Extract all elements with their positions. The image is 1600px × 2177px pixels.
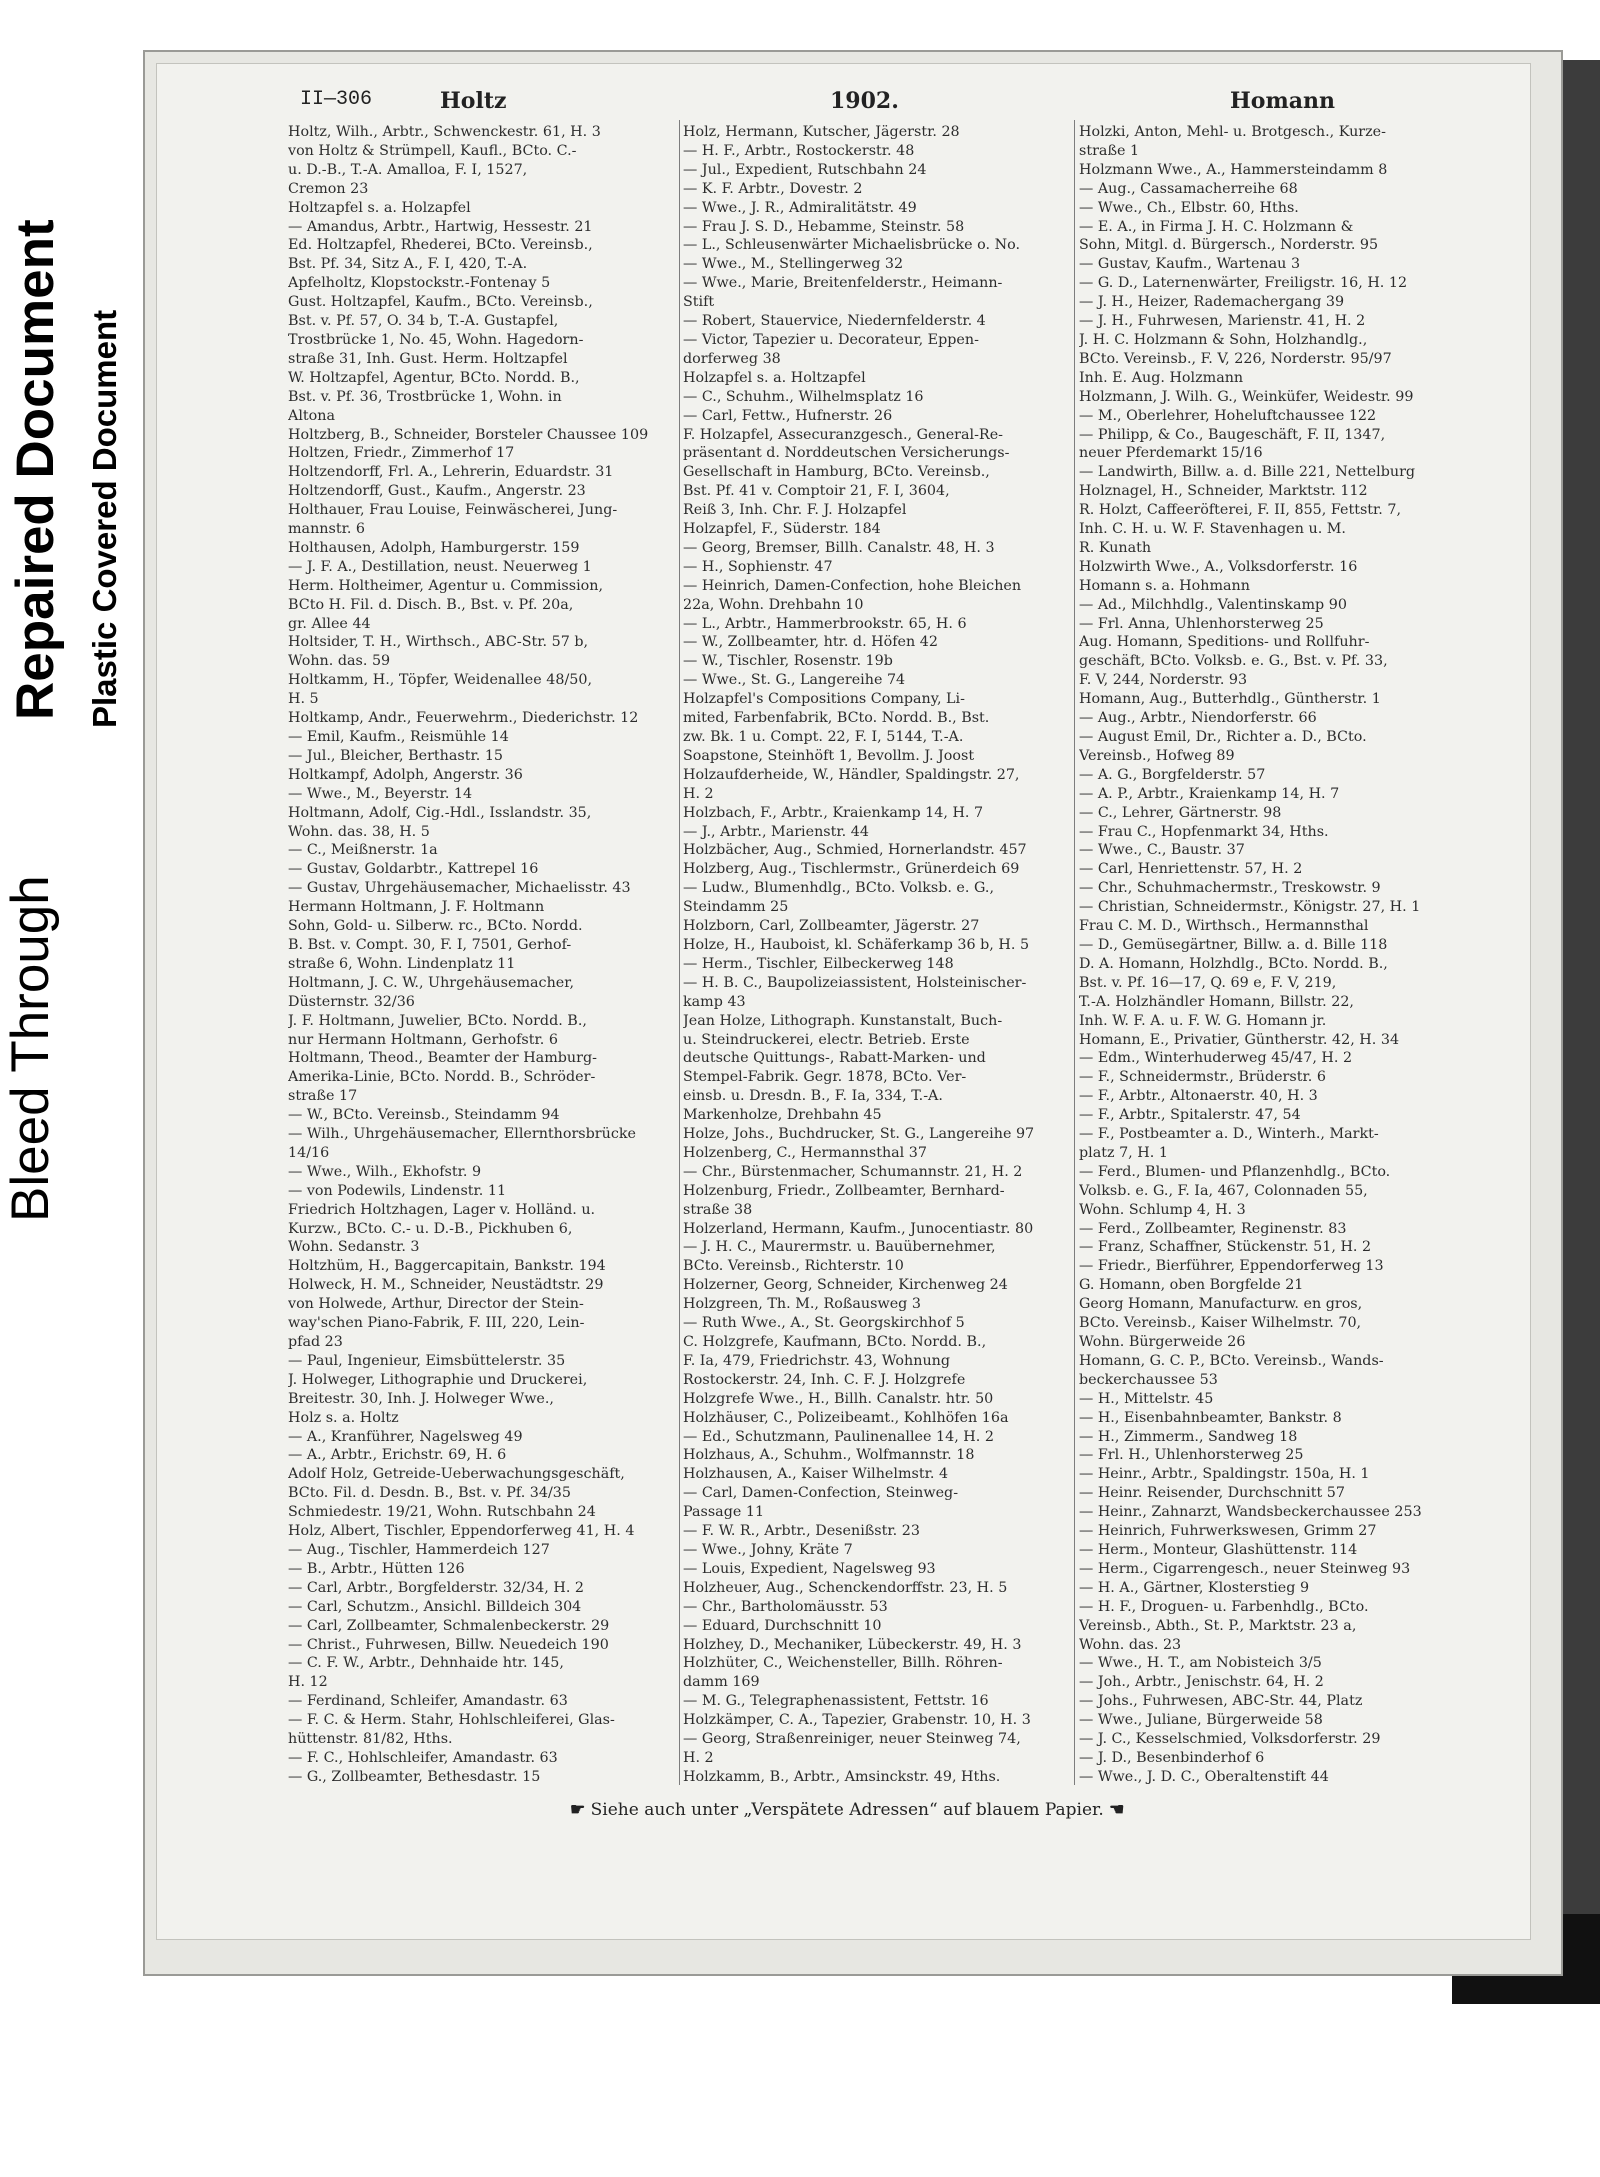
directory-entry: — Georg, Bremser, Billh. Canalstr. 48, H. 3 [683,539,995,556]
directory-entry: Reiß 3, Inh. Chr. F. J. Holzapfel [683,502,907,519]
directory-entry: 22a, Wohn. Drehbahn 10 [683,596,864,613]
directory-entry: — Carl, Zollbeamter, Schmalenbeckerstr. 29 [288,1617,610,1634]
directory-entry: straße 1 [1079,142,1140,159]
directory-entry: — Victor, Tapezier u. Decorateur, Eppen- [683,331,979,348]
directory-entry: von Holtz & Strümpell, Kaufl., BCto. C.- [288,142,577,159]
directory-entry: — Aug., Arbtr., Niendorferstr. 66 [1079,710,1317,727]
directory-entry: Holtzhüm, H., Baggercapitain, Bankstr. 194 [288,1258,606,1275]
directory-entry: — Heinr., Arbtr., Spaldingstr. 150a, H. 1 [1079,1466,1370,1483]
directory-entry: — A. G., Borgfelderstr. 57 [1079,766,1266,783]
directory-entry: Holthauer, Frau Louise, Feinwäscherei, Jung- [288,502,618,519]
directory-entry: — Herm., Cigarrengesch., neuer Steinweg 93 [1079,1560,1411,1577]
directory-entry: Holzki, Anton, Mehl- u. Brotgesch., Kurze- [1079,124,1386,140]
directory-entry: — E. A., in Firma J. H. C. Holzmann & [1079,218,1354,235]
directory-entry: — H., Zimmerm., Sandweg 18 [1079,1428,1298,1445]
pointing-hand-icon: ☛ [570,1800,586,1820]
directory-entry: Holzhäuser, C., Polizeibeamt., Kohlhöfen 16a [683,1409,1009,1426]
directory-entry: Holzerland, Hermann, Kaufm., Junocentiastr. 80 [683,1220,1034,1237]
directory-entry: R. Kunath [1079,539,1152,556]
directory-entry: Holzkämper, C. A., Tapezier, Grabenstr. 10, H. 3 [683,1712,1031,1729]
directory-entry: Holzberg, Aug., Tischlermstr., Grünerdeich 69 [683,861,1020,878]
directory-entry: — Landwirth, Billw. a. d. Bille 221, Nettelburg [1079,464,1416,481]
directory-entry: — Carl, Fettw., Hufnerstr. 26 [683,407,893,424]
directory-entry: Holtzendorff, Gust., Kaufm., Angerstr. 23 [288,483,586,500]
directory-entry: Holzgreen, Th. M., Roßausweg 3 [683,1296,921,1313]
directory-entry: — Heinrich, Fuhrwerkswesen, Grimm 27 [1079,1523,1377,1540]
directory-column-2 [683,123,1075,1785]
directory-entry: präsentant d. Norddeutschen Versicherungs- [683,445,1010,462]
directory-entry: Homann, Aug., Butterhdlg., Güntherstr. 1 [1079,691,1381,708]
page-number: II—306 [300,88,373,111]
directory-entry: Holzmann, J. Wilh. G., Weinküfer, Weidestr. 99 [1079,388,1414,405]
directory-entry: Holzapfel, F., Süderstr. 184 [683,521,881,538]
directory-entry: — J. F. A., Destillation, neust. Neuerweg 1 [288,558,592,575]
directory-entry: Holzhey, D., Mechaniker, Lübeckerstr. 49, H. 3 [683,1636,1022,1653]
directory-entry: — Wwe., Ch., Elbstr. 60, Hths. [1079,199,1299,216]
directory-entry: Inh. C. H. u. W. F. Stavenhagen u. M. [1079,521,1346,538]
directory-entry: geschäft, BCto. Volksb. e. G., Bst. v. Pf. 33, [1079,653,1388,670]
directory-entry: Holtmann, J. C. W., Uhrgehäusemacher, [288,974,575,991]
directory-entry: — L., Schleusenwärter Michaelisbrücke o. No. [683,237,1021,254]
directory-entry: Wohn. Bürgerweide 26 [1079,1334,1246,1350]
directory-entry: nur Hermann Holtmann, Gerhofstr. 6 [288,1031,558,1048]
directory-entry: — Chr., Schuhmachermstr., Treskowstr. 9 [1079,880,1381,897]
footer-note [570,1800,1124,1820]
directory-entry: — Wwe., Marie, Breitenfelderstr., Heimann- [683,275,1003,292]
directory-entry: — Aug., Cassamacherreihe 68 [1079,180,1298,197]
directory-entry: Holzapfel's Compositions Company, Li- [683,691,965,708]
directory-entry: — J. H., Fuhrwesen, Marienstr. 41, H. 2 [1079,313,1366,330]
directory-entry: Aug. Homann, Speditions- und Rollfuhr- [1079,634,1370,651]
directory-entry: Stempel-Fabrik. Gegr. 1878, BCto. Ver- [683,1069,967,1086]
directory-entry: pfad 23 [288,1334,343,1350]
directory-entry: Frau C. M. D., Wirthsch., Hermannsthal [1079,918,1369,935]
directory-entry: — Jul., Expedient, Rutschbahn 24 [683,161,927,178]
directory-entry: — Gustav, Uhrgehäusemacher, Michaelisstr. 43 [288,880,631,897]
page-header [300,88,1500,116]
directory-entry: straße 6, Wohn. Lindenplatz 11 [288,955,516,972]
header-left-keyword: Holtz [440,88,507,114]
directory-entry: zw. Bk. 1 u. Compt. 22, F. I, 5144, T.-A. [683,729,964,745]
directory-entry: BCto H. Fil. d. Disch. B., Bst. v. Pf. 20a, [288,596,574,613]
directory-entry: kamp 43 [683,993,746,1010]
directory-entry: Holze, H., Hauboist, kl. Schäferkamp 36 b, H. 5 [683,936,1030,953]
directory-entry: J. H. C. Holzmann & Sohn, Holzhandlg., [1079,331,1368,348]
directory-entry: Vereinsb., Abth., St. P., Marktstr. 23 a, [1079,1617,1357,1634]
directory-entry: H. 5 [288,691,319,708]
directory-entry: Holtkampf, Adolph, Angerstr. 36 [288,766,523,783]
directory-entry: Homann s. a. Hohmann [1079,577,1250,594]
directory-entry: — Ed., Schutzmann, Paulinenallee 14, H. 2 [683,1428,994,1445]
directory-entry: Rostockerstr. 24, Inh. C. F. J. Holzgrefe [683,1371,966,1388]
directory-entry: — Wwe., Wilh., Ekhofstr. 9 [288,1163,482,1180]
directory-entry: Holznagel, H., Schneider, Marktstr. 112 [1079,483,1368,500]
directory-entry: Holzenburg, Friedr., Zollbeamter, Bernhard- [683,1182,1005,1199]
directory-entry: — A., Kranführer, Nagelsweg 49 [288,1428,523,1445]
directory-entry: Apfelholtz, Klopstockstr.-Fontenay 5 [288,275,551,292]
directory-entry: — Wwe., M., Beyerstr. 14 [288,785,473,802]
side-labels [0,0,140,1240]
directory-entry: Breitestr. 30, Inh. J. Holweger Wwe., [288,1390,554,1407]
directory-entry: — Ruth Wwe., A., St. Georgskirchhof 5 [683,1315,965,1332]
directory-entry: — A. P., Arbtr., Kraienkamp 14, H. 7 [1079,785,1340,802]
directory-entry: Homann, E., Privatier, Güntherstr. 42, H. 34 [1079,1031,1400,1048]
directory-entry: — Louis, Expedient, Nagelsweg 93 [683,1560,936,1577]
directory-entry: — Wwe., Juliane, Bürgerweide 58 [1079,1712,1323,1729]
directory-entry: — J. D., Besenbinderhof 6 [1079,1749,1265,1766]
repaired-document-label: Repaired Document [6,219,65,720]
directory-entry: — Wwe., H. T., am Nobisteich 3/5 [1079,1655,1322,1672]
directory-entry: Kurzw., BCto. C.- u. D.-B., Pickhuben 6, [288,1220,573,1237]
directory-entry: — Ad., Milchhdlg., Valentinskamp 90 [1079,596,1347,613]
directory-entry: — G., Zollbeamter, Bethesdastr. 15 [288,1768,541,1785]
directory-entry: J. F. Holtmann, Juwelier, BCto. Nordd. B., [288,1012,587,1029]
directory-entry: Holthausen, Adolph, Hamburgerstr. 159 [288,539,580,556]
directory-entry: Amerika-Linie, BCto. Nordd. B., Schröder- [288,1069,596,1086]
directory-entry: — Carl, Damen-Confection, Steinweg- [683,1485,959,1502]
directory-entry: Holzhausen, A., Kaiser Wilhelmstr. 4 [683,1466,949,1483]
directory-entry: gr. Allee 44 [288,615,371,632]
directory-entry: — B., Arbtr., Hütten 126 [288,1560,465,1577]
directory-entry: F. Holzapfel, Assecuranzgesch., General-Re- [683,426,1003,443]
directory-entry: — Heinr. Reisender, Durchschnitt 57 [1079,1485,1345,1502]
directory-entry: — Paul, Ingenieur, Eimsbüttelerstr. 35 [288,1352,566,1369]
directory-entry: — August Emil, Dr., Richter a. D., BCto. [1079,729,1367,745]
directory-entry: Altona [288,407,335,424]
directory-entry: Holze, Johs., Buchdrucker, St. G., Langereihe 97 [683,1126,1035,1143]
directory-entry: u. Steindruckerei, electr. Betrieb. Erste [683,1031,970,1048]
directory-entry: Gust. Holtzapfel, Kaufm., BCto. Vereinsb., [288,294,593,311]
directory-entry: Cremon 23 [288,180,369,197]
directory-entry: — F., Arbtr., Spitalerstr. 47, 54 [1079,1107,1301,1124]
directory-entry: Holzenberg, C., Hermannsthal 37 [683,1144,927,1161]
directory-entry: — Friedr., Bierführer, Eppendorferweg 13 [1079,1258,1384,1275]
directory-entry: Holtzen, Friedr., Zimmerhof 17 [288,445,515,462]
directory-entry: — Philipp, & Co., Baugeschäft, F. II, 1347, [1079,426,1386,443]
directory-entry: einsb. u. Dresdn. B., F. Ia, 334, T.-A. [683,1088,943,1105]
directory-entry: H. 12 [288,1674,328,1691]
directory-entry: — Wwe., J. R., Admiralitätstr. 49 [683,199,917,216]
directory-entry: mited, Farbenfabrik, BCto. Nordd. B., Bst. [683,710,990,727]
directory-entry: — Carl, Arbtr., Borgfelderstr. 32/34, H. 2 [288,1579,585,1596]
directory-entry: BCto. Vereinsb., F. V, 226, Norderstr. 95/97 [1079,350,1392,367]
header-year: 1902. [830,88,899,114]
directory-entry: BCto. Vereinsb., Kaiser Wilhelmstr. 70, [1079,1315,1362,1332]
directory-entry: — Ferdinand, Schleifer, Amandastr. 63 [288,1693,568,1710]
directory-entry: B. Bst. v. Compt. 30, F. I, 7501, Gerhof- [288,936,572,953]
directory-entry: — Heinrich, Damen-Confection, hohe Bleichen [683,577,1022,594]
directory-entry: neuer Pferdemarkt 15/16 [1079,445,1263,462]
directory-column-3 [1079,123,1471,1785]
directory-entry: Holtsider, T. H., Wirthsch., ABC-Str. 57 b, [288,634,589,651]
directory-entry: — F. C., Hohlschleifer, Amandastr. 63 [288,1749,558,1766]
directory-column-1 [288,123,680,1785]
directory-entry: — Wwe., St. G., Langereihe 74 [683,672,906,689]
directory-entry: Vereinsb., Hofweg 89 [1079,747,1235,764]
directory-entry: — M. G., Telegraphenassistent, Fettstr. 16 [683,1693,989,1710]
directory-entry: — C., Meißnerstr. 1a [288,842,438,859]
directory-entry: W. Holtzapfel, Agentur, BCto. Nordd. B., [288,369,580,386]
directory-entry: — Herm., Tischler, Eilbeckerweg 148 [683,955,954,972]
directory-entry: Holtzendorff, Frl. A., Lehrerin, Eduardstr. 31 [288,464,614,481]
directory-entry: Inh. W. F. A. u. F. W. G. Homann jr. [1079,1012,1327,1029]
directory-entry: — C., Lehrer, Gärtnerstr. 98 [1079,804,1282,821]
directory-entry: — Frau C., Hopfenmarkt 34, Hths. [1079,823,1329,840]
directory-entry: Holzborn, Carl, Zollbeamter, Jägerstr. 27 [683,918,980,935]
directory-entry: Passage 11 [683,1504,765,1521]
directory-entry: Bst. v. Pf. 16—17, Q. 69 e, F. V, 219, [1079,974,1337,991]
directory-entry: G. Homann, oben Borgfelde 21 [1079,1277,1304,1294]
directory-entry: D. A. Homann, Holzhdlg., BCto. Nordd. B., [1079,955,1388,972]
directory-entry: Adolf Holz, Getreide-Ueberwachungsgeschäft, [288,1466,625,1483]
directory-entry: damm 169 [683,1674,760,1691]
directory-entry: Jean Holze, Lithograph. Kunstanstalt, Buch- [683,1012,1003,1029]
directory-entry: von Holwede, Arthur, Director der Stein- [288,1296,584,1313]
directory-entry: — Carl, Henriettenstr. 57, H. 2 [1079,861,1303,878]
directory-entry: T.-A. Holzhändler Homann, Billstr. 22, [1079,993,1354,1010]
directory-entry: — Christ., Fuhrwesen, Billw. Neuedeich 190 [288,1636,609,1653]
directory-entry: Ed. Holtzapfel, Rhederei, BCto. Vereinsb., [288,237,593,254]
directory-entry: — Amandus, Arbtr., Hartwig, Hessestr. 21 [288,218,593,235]
directory-entry: — Jul., Bleicher, Berthastr. 15 [288,747,504,764]
directory-entry: — Johs., Fuhrwesen, ABC-Str. 44, Platz [1079,1693,1363,1710]
directory-entry: F. Ia, 479, Friedrichstr. 43, Wohnung [683,1352,951,1369]
directory-entry: straße 38 [683,1201,753,1218]
directory-entry: — Edm., Winterhuderweg 45/47, H. 2 [1079,1050,1353,1067]
directory-entry: Volksb. e. G., F. Ia, 467, Colonnaden 55, [1079,1182,1368,1199]
directory-entry: — von Podewils, Lindenstr. 11 [288,1182,507,1199]
plastic-covered-label: Plastic Covered Document [86,309,123,728]
directory-entry: Georg Homann, Manufacturw. en gros, [1079,1296,1363,1313]
directory-entry: — J., Arbtr., Marienstr. 44 [683,823,869,840]
directory-entry: Bst. v. Pf. 36, Trostbrücke 1, Wohn. in [288,388,562,405]
directory-entry: Gesellschaft in Hamburg, BCto. Vereinsb., [683,464,990,481]
directory-entry: Wohn. Schlump 4, H. 3 [1079,1201,1246,1218]
directory-entry: Holtkamm, H., Töpfer, Weidenallee 48/50, [288,672,592,689]
directory-entry: — Frau J. S. D., Hebamme, Steinstr. 58 [683,218,965,235]
directory-entry: Holzkamm, B., Arbtr., Amsinckstr. 49, Hths. [683,1768,1001,1785]
directory-entry: — J. H., Heizer, Rademachergang 39 [1079,294,1345,311]
directory-entry: — Ferd., Zollbeamter, Reginenstr. 83 [1079,1220,1347,1237]
directory-entry: Bst. Pf. 41 v. Comptoir 21, F. I, 3604, [683,483,950,500]
directory-entry: — M., Oberlehrer, Hoheluftchaussee 122 [1079,407,1377,424]
directory-entry: — Wwe., M., Stellingerweg 32 [683,256,904,273]
directory-entry: Homann, G. C. P., BCto. Vereinsb., Wands- [1079,1352,1384,1369]
directory-entry: Holtzapfel s. a. Holzapfel [288,199,471,216]
bleed-through-label: Bleed Through [1,875,60,1222]
directory-entry: Bst. v. Pf. 57, O. 34 b, T.-A. Gustapfel, [288,313,559,330]
directory-entry: 14/16 [288,1144,330,1161]
directory-entry: straße 17 [288,1088,358,1105]
directory-entry: — L., Arbtr., Hammerbrookstr. 65, H. 6 [683,615,967,632]
directory-entry: — Wwe., Johny, Kräte 7 [683,1541,853,1558]
directory-entry: hüttenstr. 81/82, Hths. [288,1731,453,1748]
directory-entry: — H. A., Gärtner, Klosterstieg 9 [1079,1579,1310,1596]
directory-entry: BCto. Vereinsb., Richterstr. 10 [683,1258,904,1275]
directory-entry: — Robert, Stauervice, Niedernfelderstr. 4 [683,313,986,330]
directory-entry: — D., Gemüsegärtner, Billw. a. d. Bille 118 [1079,936,1388,953]
directory-entry: Friedrich Holtzhagen, Lager v. Holländ. u. [288,1201,596,1218]
directory-entry: Bst. Pf. 34, Sitz A., F. I, 420, T.-A. [288,256,528,273]
directory-entry: — Wilh., Uhrgehäusemacher, Ellernthorsbrücke [288,1126,636,1143]
directory-entry: — Wwe., J. D. C., Oberaltenstift 44 [1079,1768,1329,1785]
directory-entry: Holweck, H. M., Schneider, Neustädtstr. 29 [288,1277,604,1294]
directory-entry: Wohn. das. 59 [288,653,391,670]
directory-entry: Holtkamp, Andr., Feuerwehrm., Diederichstr. 12 [288,710,639,727]
directory-entry: Markenholze, Drehbahn 45 [683,1107,882,1124]
directory-entry: deutsche Quittungs-, Rabatt-Marken- und [683,1050,986,1067]
directory-entry: platz 7, H. 1 [1079,1144,1168,1161]
pointing-hand-icon: ☚ [1109,1800,1125,1820]
directory-entry: — J. C., Kesselschmied, Volksdorferstr. 29 [1079,1731,1381,1748]
directory-entry: — Herm., Monteur, Glashüttenstr. 114 [1079,1541,1358,1558]
directory-entry: — C., Schuhm., Wilhelmsplatz 16 [683,388,924,405]
directory-entry: Holtzberg, B., Schneider, Borsteler Chaussee 109 [288,426,649,443]
directory-entry: Trostbrücke 1, No. 45, Wohn. Hagedorn- [288,331,584,348]
directory-entry: — F., Schneidermstr., Brüderstr. 6 [1079,1069,1326,1086]
directory-entry: J. Holweger, Lithographie und Druckerei, [288,1371,588,1388]
directory-entry: Holzapfel s. a. Holtzapfel [683,369,866,386]
directory-entry: mannstr. 6 [288,521,366,538]
directory-entry: Holzwirth Wwe., A., Volksdorferstr. 16 [1079,558,1358,575]
directory-entry: — A., Arbtr., Erichstr. 69, H. 6 [288,1447,507,1464]
directory-entry: Holzhüter, C., Weichensteller, Billh. Röhren- [683,1655,1003,1672]
directory-entry: Holz, Albert, Tischler, Eppendorferweg 41, H. 4 [288,1523,635,1540]
directory-entry: Holzbach, F., Arbtr., Kraienkamp 14, H. 7 [683,804,984,821]
directory-entry: Herm. Holtheimer, Agentur u. Commission, [288,577,604,594]
directory-entry: F. V, 244, Norderstr. 93 [1079,672,1248,689]
directory-entry: — Franz, Schaffner, Stückenstr. 51, H. 2 [1079,1239,1372,1256]
directory-entry: Holtmann, Adolf, Cig.-Hdl., Isslandstr. 35, [288,804,592,821]
directory-entry: H. 2 [683,1749,714,1766]
directory-entry: Holzaufderheide, W., Händler, Spaldingstr. 27, [683,766,1020,783]
footer-text: Siehe auch unter „Verspätete Adressen“ auf blauem Papier. [590,1800,1104,1820]
directory-entry: u. D.-B., T.-A. Amalloa, F. I, 1527, [288,161,528,178]
directory-entry: Steindamm 25 [683,899,789,916]
directory-entry: Holtmann, Theod., Beamter der Hamburg- [288,1050,597,1067]
directory-entry: Soapstone, Steinhöft 1, Bevollm. J. Joost [683,747,975,764]
directory-entry: Holzgrefe Wwe., H., Billh. Canalstr. htr. 50 [683,1390,994,1407]
directory-entry: H. 2 [683,785,714,802]
directory-entry: — Eduard, Durchschnitt 10 [683,1617,882,1634]
directory-entry: Holtz, Wilh., Arbtr., Schwenckestr. 61, H. 3 [288,124,601,140]
directory-entry: — Heinr., Zahnarzt, Wandsbeckerchaussee 253 [1079,1504,1422,1521]
directory-entry: — Gustav, Kaufm., Wartenau 3 [1079,256,1301,273]
directory-entry: — Chr., Bartholomäusstr. 53 [683,1598,888,1615]
directory-entry: Holzerner, Georg, Schneider, Kirchenweg 24 [683,1277,1008,1294]
directory-entry: Holzmann Wwe., A., Hammersteindamm 8 [1079,161,1388,178]
directory-entry: Wohn. das. 23 [1079,1636,1182,1653]
header-right-keyword: Homann [1230,88,1335,114]
directory-entry: way'schen Piano-Fabrik, F. III, 220, Lein- [288,1315,585,1332]
directory-entry: straße 31, Inh. Gust. Herm. Holtzapfel [288,350,568,367]
directory-entry: beckerchaussee 53 [1079,1371,1218,1388]
directory-entry: — C. F. W., Arbtr., Dehnhaide htr. 145, [288,1655,564,1672]
directory-entry: — Ferd., Blumen- und Pflanzenhdlg., BCto. [1079,1163,1391,1180]
directory-entry: Sohn, Mitgl. d. Bürgersch., Norderstr. 95 [1079,237,1379,254]
directory-entry: — H. F., Droguen- u. Farbenhdlg., BCto. [1079,1598,1369,1615]
directory-entry: dorferweg 38 [683,350,781,367]
directory-entry: — K. F. Arbtr., Dovestr. 2 [683,180,863,197]
directory-entry: Holzhaus, A., Schuhm., Wolfmannstr. 18 [683,1447,975,1464]
directory-entry: — H., Mittelstr. 45 [1079,1390,1214,1407]
directory-entry: Wohn. das. 38, H. 5 [288,823,430,840]
directory-entry: — Ludw., Blumenhdlg., BCto. Volksb. e. G., [683,880,994,897]
directory-entry: Holz s. a. Holtz [288,1409,399,1426]
directory-entry: — G. D., Laternenwärter, Freiligstr. 16, H. 12 [1079,275,1408,292]
directory-entry: — Emil, Kaufm., Reismühle 14 [288,729,509,745]
directory-entry: — F. C. & Herm. Stahr, Hohlschleiferei, Glas- [288,1712,615,1729]
directory-entry: Sohn, Gold- u. Silberw. rc., BCto. Nordd. [288,918,583,935]
directory-entry: — J. H. C., Maurermstr. u. Bauübernehmer, [683,1239,996,1256]
directory-entry: Schmiedestr. 19/21, Wohn. Rutschbahn 24 [288,1504,596,1521]
directory-entry: Hermann Holtmann, J. F. Holtmann [288,899,545,916]
directory-entry: — Aug., Tischler, Hammerdeich 127 [288,1541,550,1558]
directory-entry: — W., Zollbeamter, htr. d. Höfen 42 [683,634,938,651]
directory-entry: Inh. E. Aug. Holzmann [1079,369,1244,386]
directory-entry: — F., Arbtr., Altonaerstr. 40, H. 3 [1079,1088,1318,1105]
directory-entry: BCto. Fil. d. Desdn. B., Bst. v. Pf. 34/35 [288,1485,571,1502]
directory-entry: — W., Tischler, Rosenstr. 19b [683,653,893,670]
directory-entry: — Christian, Schneidermstr., Königstr. 27, H. 1 [1079,899,1421,916]
directory-entry: Holz, Hermann, Kutscher, Jägerstr. 28 [683,124,960,140]
directory-entry: — Gustav, Goldarbtr., Kattrepel 16 [288,861,539,878]
directory-entry: — Frl. H., Uhlenhorsterweg 25 [1079,1447,1304,1464]
directory-entry: Holzbächer, Aug., Schmied, Hornerlandstr. 457 [683,842,1027,859]
directory-entry: — W., BCto. Vereinsb., Steindamm 94 [288,1107,560,1124]
directory-entry: Holzheuer, Aug., Schenckendorffstr. 23, H. 5 [683,1579,1008,1596]
directory-entry: — Georg, Straßenreiniger, neuer Steinweg 74, [683,1731,1021,1748]
directory-entry: — Chr., Bürstenmacher, Schumannstr. 21, H. 2 [683,1163,1023,1180]
directory-entry: Stift [683,294,715,311]
directory-entry: — H. F., Arbtr., Rostockerstr. 48 [683,142,915,159]
directory-entry: — Frl. Anna, Uhlenhorsterweg 25 [1079,615,1324,632]
directory-entry: — H. B. C., Baupolizeiassistent, Holsteinischer- [683,974,1027,991]
directory-entry: — F., Postbeamter a. D., Winterh., Markt- [1079,1126,1379,1143]
directory-entry: — Joh., Arbtr., Jenischstr. 64, H. 2 [1079,1674,1324,1691]
directory-entry: Düsternstr. 32/36 [288,993,415,1010]
directory-entry: — H., Sophienstr. 47 [683,558,833,575]
directory-entry: C. Holzgrefe, Kaufmann, BCto. Nordd. B., [683,1334,987,1350]
directory-entry: — Wwe., C., Baustr. 37 [1079,842,1245,859]
directory-entry: Wohn. Sedanstr. 3 [288,1239,420,1256]
directory-entry: — H., Eisenbahnbeamter, Bankstr. 8 [1079,1409,1342,1426]
directory-entry: — F. W. R., Arbtr., Desenißstr. 23 [683,1523,920,1540]
directory-entry: R. Holzt, Caffeeröfterei, F. II, 855, Fettstr. 7, [1079,502,1402,519]
directory-entry: — Carl, Schutzm., Ansichl. Billdeich 304 [288,1598,582,1615]
